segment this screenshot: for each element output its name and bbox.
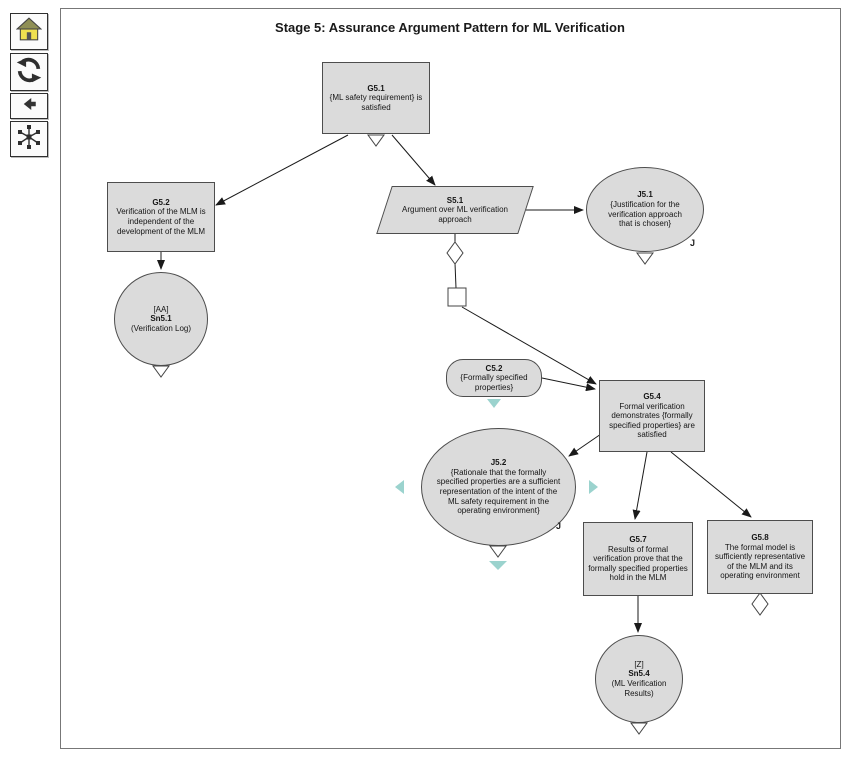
node-text: {ML safety requirement} is satisfied (329, 93, 423, 112)
node-text: {Rationale that the formally specified properties are a sufficient representation of the intent of the ML safety requirement in the operating environment} (436, 467, 561, 516)
node-tag: [AA] (153, 304, 169, 314)
goal-G5.8[interactable] (707, 520, 813, 594)
node-id: G5.1 (367, 83, 385, 93)
undeveloped-diamond-g58 (752, 593, 768, 615)
node-text: (Verification Log) (130, 323, 192, 333)
goal-G5.4[interactable] (599, 380, 705, 452)
solution-Sn5.4[interactable] (595, 635, 683, 723)
node-id: G5.4 (643, 392, 661, 402)
node-id: J5.2 (490, 458, 507, 468)
node-id: C5.2 (485, 363, 503, 373)
expand-arrow-left-j52 (395, 480, 404, 494)
node-text: (ML Verification Results) (611, 679, 667, 698)
node-id: Sn5.4 (628, 669, 650, 679)
goal-G5.7[interactable] (583, 522, 693, 596)
choice-diamond[interactable] (447, 242, 463, 264)
node-id: J5.1 (637, 190, 653, 200)
node-text: Argument over ML verification approach (402, 205, 508, 224)
node-text: {Justification for the verification approach that is chosen} (608, 199, 682, 229)
expand-arrow-down-j52 (489, 561, 507, 570)
justification-J5.2[interactable] (421, 428, 576, 546)
node-text: Results of formal verification prove that the formally specified properties hold in the MLM (588, 544, 688, 583)
diagram-title: Stage 5: Assurance Argument Pattern for ML Verification (275, 20, 625, 35)
justification-marker-J5.2: J (556, 521, 562, 531)
goal-G5.1[interactable] (322, 62, 430, 134)
node-id: G5.7 (629, 535, 647, 545)
justification-J5.1[interactable] (586, 167, 704, 252)
node-id: G5.2 (152, 197, 170, 207)
expand-arrow-down-c52 (487, 399, 501, 408)
node-tag: [Z] (634, 659, 644, 669)
node-text: The formal model is sufficiently representative of the MLM and its operating environment (714, 542, 806, 581)
node-text: {Formally specified properties} (460, 373, 528, 392)
expand-arrow-right-j52 (589, 480, 598, 494)
node-text: Verification of the MLM is independent of the development of the MLM (116, 207, 206, 236)
context-C5.2[interactable] (446, 359, 542, 397)
solution-Sn5.1[interactable] (114, 272, 208, 366)
strategy-S5.1[interactable] (384, 186, 526, 234)
node-id: Sn5.1 (150, 314, 172, 324)
node-id: G5.8 (751, 533, 769, 543)
node-id: S5.1 (446, 195, 464, 205)
choice-square[interactable] (448, 288, 466, 306)
goal-G5.2[interactable] (107, 182, 215, 252)
justification-marker-J5.1: J (690, 238, 696, 248)
node-text: Formal verification demonstrates {formally specified properties} are satisfied (609, 401, 695, 440)
